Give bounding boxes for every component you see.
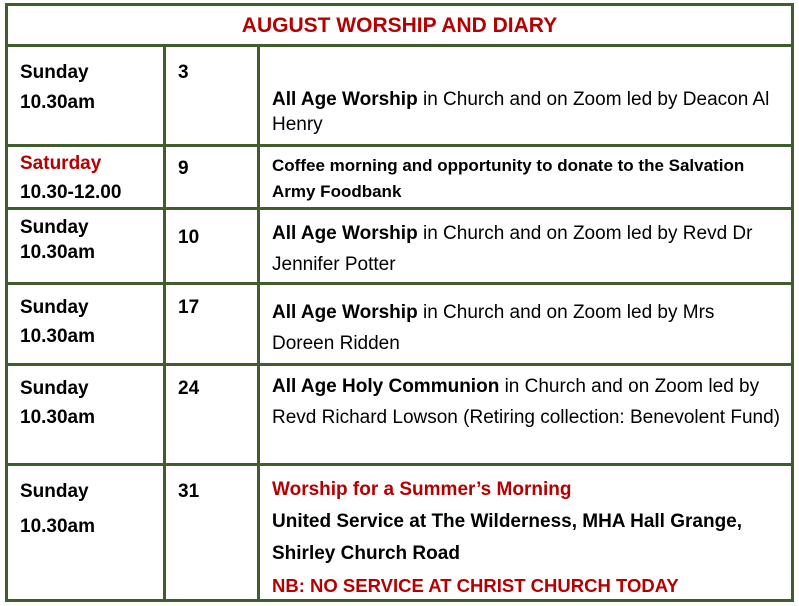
event-title: All Age Holy Communion (272, 376, 500, 397)
event-details: in Church and on Zoom led by Revd Dr Jennifer Potter (272, 223, 753, 275)
day-label: Sunday (20, 481, 89, 502)
event-description (272, 371, 781, 433)
event-details: United Service at The Wilderness, MHA Hall Grange, Shirley Church Road (272, 511, 743, 564)
event-description (272, 218, 781, 280)
date-label: 31 (178, 481, 200, 502)
date-cell (166, 466, 260, 599)
date-label: 17 (178, 297, 200, 318)
day-label: Sunday (20, 297, 89, 318)
date-cell (166, 47, 260, 144)
table-row (8, 366, 791, 466)
event-details: in Church and on Zoom led by Revd Richard Lowson (Retiring collection: Benevolent Fund) (272, 376, 780, 428)
event-cell (260, 366, 791, 463)
table-row (8, 210, 791, 285)
table-row (8, 285, 791, 366)
time-label: 10.30am (20, 326, 96, 347)
date-cell (166, 285, 260, 363)
event-title: All Age Worship (272, 89, 418, 110)
time-label: 10.30am (20, 242, 96, 263)
time-label: 10.30am (20, 92, 96, 113)
event-cell (260, 210, 791, 282)
event-description: Coffee morning and opportunity to donate to the Salvation Army Foodbank (272, 156, 745, 201)
event-cell (260, 147, 791, 207)
time-label: 10.30am (20, 516, 96, 537)
day-label: Sunday (20, 378, 89, 399)
day-cell (8, 285, 166, 363)
event-description (272, 297, 781, 359)
event-title: Worship for a Summer’s Morning (272, 479, 572, 500)
date-cell (166, 366, 260, 463)
day-label: Sunday (20, 217, 89, 238)
day-cell (8, 466, 166, 599)
event-description (272, 87, 781, 137)
day-cell (8, 147, 166, 207)
day-cell (8, 366, 166, 463)
time-label: 10.30-12.00 (20, 182, 122, 203)
event-cell (260, 47, 791, 144)
diary-table (5, 3, 794, 602)
date-label: 10 (178, 227, 200, 248)
event-title: All Age Worship (272, 223, 418, 244)
table-row (8, 47, 791, 147)
date-label: 24 (178, 378, 200, 399)
event-cell (260, 285, 791, 363)
event-notice: NB: NO SERVICE AT CHRIST CHURCH TODAY (272, 575, 679, 596)
day-cell (8, 210, 166, 282)
time-label: 10.30am (20, 407, 96, 428)
day-label: Sunday (20, 62, 89, 83)
day-label: Saturday (20, 153, 102, 174)
date-cell (166, 147, 260, 207)
date-cell (166, 210, 260, 282)
event-details: in Church and on Zoom led by Mrs Doreen Ridden (272, 302, 715, 354)
event-cell (260, 466, 791, 599)
event-title: All Age Worship (272, 302, 418, 323)
event-details: in Church and on Zoom led by Deacon Al Henry (272, 89, 770, 135)
date-label: 3 (178, 62, 189, 83)
date-label: 9 (178, 158, 189, 179)
day-cell (8, 47, 166, 144)
table-row (8, 466, 791, 599)
table-title: AUGUST WORSHIP AND DIARY (8, 6, 791, 47)
table-row (8, 147, 791, 210)
